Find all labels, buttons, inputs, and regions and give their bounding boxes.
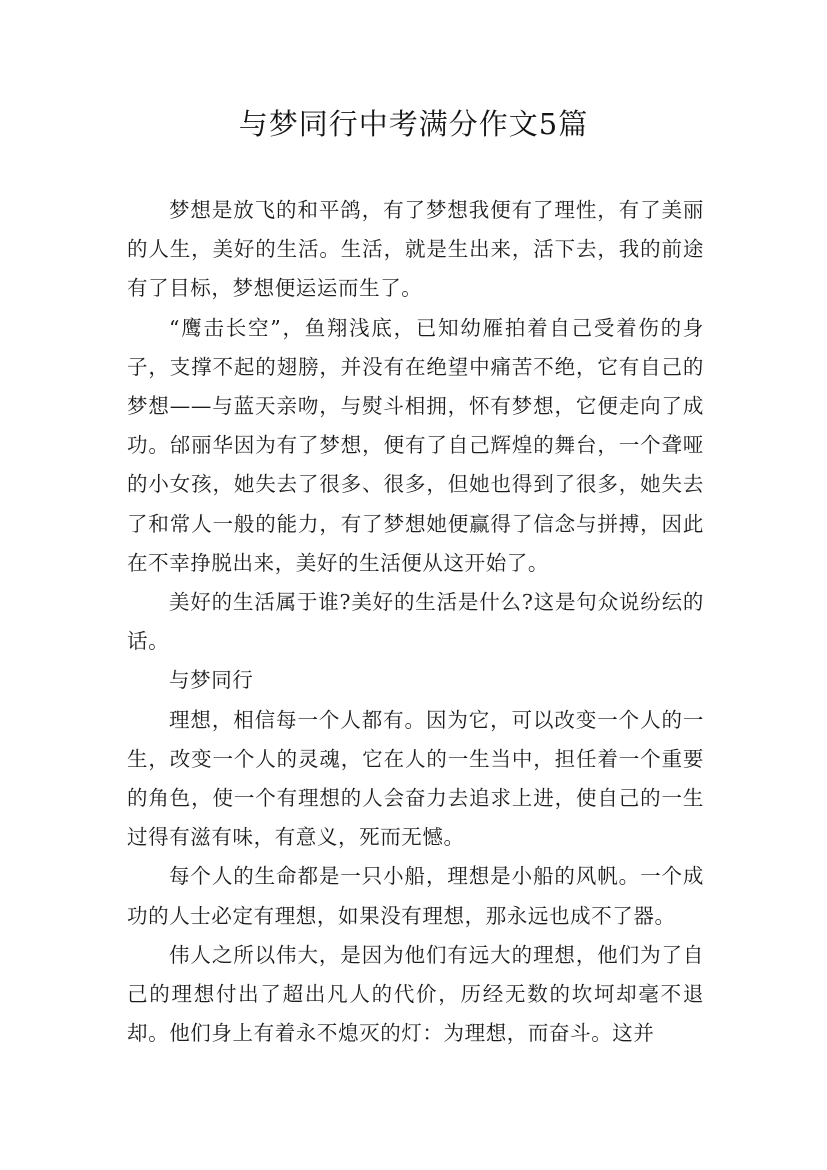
paragraph: 梦想是放飞的和平鸽，有了梦想我便有了理性，有了美丽的人生，美好的生活。生活，就是生出来，活下去，我的前途有了目标，梦想便运运而生了。 [127,198,704,301]
paragraph: 每个人的生命都是一只小船，理想是小船的风帆。一个成功的人士必定有理想，如果没有理想，那永远也成不了器。 [127,864,704,928]
paragraph: 理想，相信每一个人都有。因为它，可以改变一个人的一生，改变一个人的灵魂，它在人的一生当中，担任着一个重要的角色，使一个有理想的人会奋力去追求上进，使自己的一生过得有滋有味，有意义，死而无憾。 [127,707,704,850]
paragraph: 伟人之所以伟大，是因为他们有远大的理想，他们为了自己的理想付出了超出凡人的代价，历经无数的坎坷却毫不退却。他们身上有着永不熄灭的灯：为理想，而奋斗。这并 [127,942,704,1046]
section-heading: 与梦同行 [169,668,254,693]
paragraph: “鹰击长空”，鱼翔浅底，已知幼雁拍着自己受着伤的身子，支撑不起的翅膀，并没有在绝望中痛苦不绝，它有自己的梦想——与蓝天亲吻，与熨斗相拥，怀有梦想，它便走向了成功。邰丽华因为有了梦想，便有了自己辉煌的舞台，一个聋哑的小女孩，她失去了很多、很多，但她也得到了很多，她失去了和常人一般的能力，有了梦想她便赢得了信念与拼搏，因此在不幸挣脱出来，美好的生活便从这开始了。 [127,315,704,575]
paragraph: 美好的生活属于谁?美好的生活是什么?这是句众说纷纭的话。 [127,590,704,654]
document-body [127,191,704,1053]
document-title: 与梦同行中考满分作文5篇 [238,107,589,141]
